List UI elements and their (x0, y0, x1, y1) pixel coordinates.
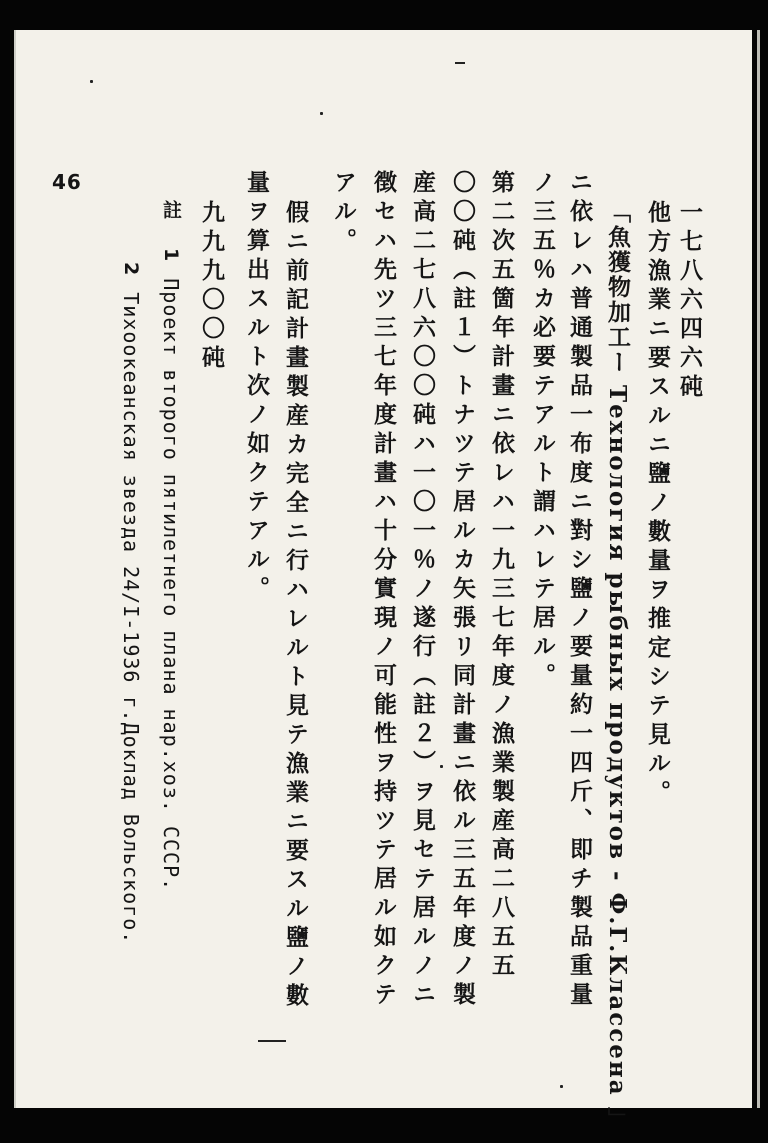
text-column-5: ノ三五％カ必要テアルト謂ハレテ居ル。 (529, 170, 556, 692)
scan-edge (752, 30, 768, 1108)
footnote-2 (118, 262, 144, 944)
text-column-9: 徴セハ先ツ三七年度計畫ハ十分實現ノ可能性ヲ持ツテ居ル如クテ (370, 170, 397, 1011)
scan-speck (560, 1085, 563, 1088)
text-column-11: 假ニ前記計畫製産カ完全ニ行ハレルト見テ漁業ニ要スル鹽ノ數 (282, 200, 309, 1012)
text-column-7: 〇〇砘（註１）トナツテ居ルカ矢張リ同計畫ニ依ル三五年度ノ製 (449, 170, 476, 1011)
scan-speck (440, 765, 443, 768)
text-column-13: 九九九〇〇砘 (198, 200, 225, 374)
scan-mark (455, 62, 465, 64)
text-column-10: アル。 (330, 170, 357, 257)
text-column-2: 他方漁業ニ要スルニ鹽ノ數量ヲ推定シテ見ル。 (644, 200, 671, 809)
footnote-2-number: 2 (120, 262, 142, 279)
notes-label: 註 (160, 200, 182, 222)
text-column-8: 産高二七八六〇〇砘ハ一〇一％ノ遂行（註２）ヲ見セテ居ルノニ (409, 170, 436, 1011)
footnote-1-text: Проект второго пятилетнего плана нар.хоз. СССР. (159, 278, 183, 892)
citation-text: 「魚獲物加工ー Технология рыбных продуктов - Ф.Г.Классена 」 (604, 200, 631, 1132)
scan-edge-line (757, 30, 760, 1108)
scan-mark-bottom (258, 1040, 286, 1042)
text-column-1: 一七八六四六砘 (676, 200, 703, 403)
text-column-6: 第二次五箇年計畫ニ依レハ一九三七年度ノ漁業製産高二八五五 (488, 170, 515, 982)
page-number: 46 (52, 170, 82, 194)
footnote-1-number: 1 (160, 248, 182, 265)
footnote-1 (158, 200, 184, 891)
footnote-2-text: Тихоокеанская звезда 24/I-1936 г.Доклад Вольского. (119, 292, 143, 945)
scan-speck (90, 80, 93, 83)
text-column-4: ニ依レハ普通製品一布度ニ對シ鹽ノ要量約一四斤、即チ製品重量 (566, 170, 593, 1011)
scan-speck (320, 112, 323, 115)
text-column-12: 量ヲ算出スルト次ノ如クテアル。 (243, 170, 270, 605)
text-column-3 (604, 200, 630, 1132)
